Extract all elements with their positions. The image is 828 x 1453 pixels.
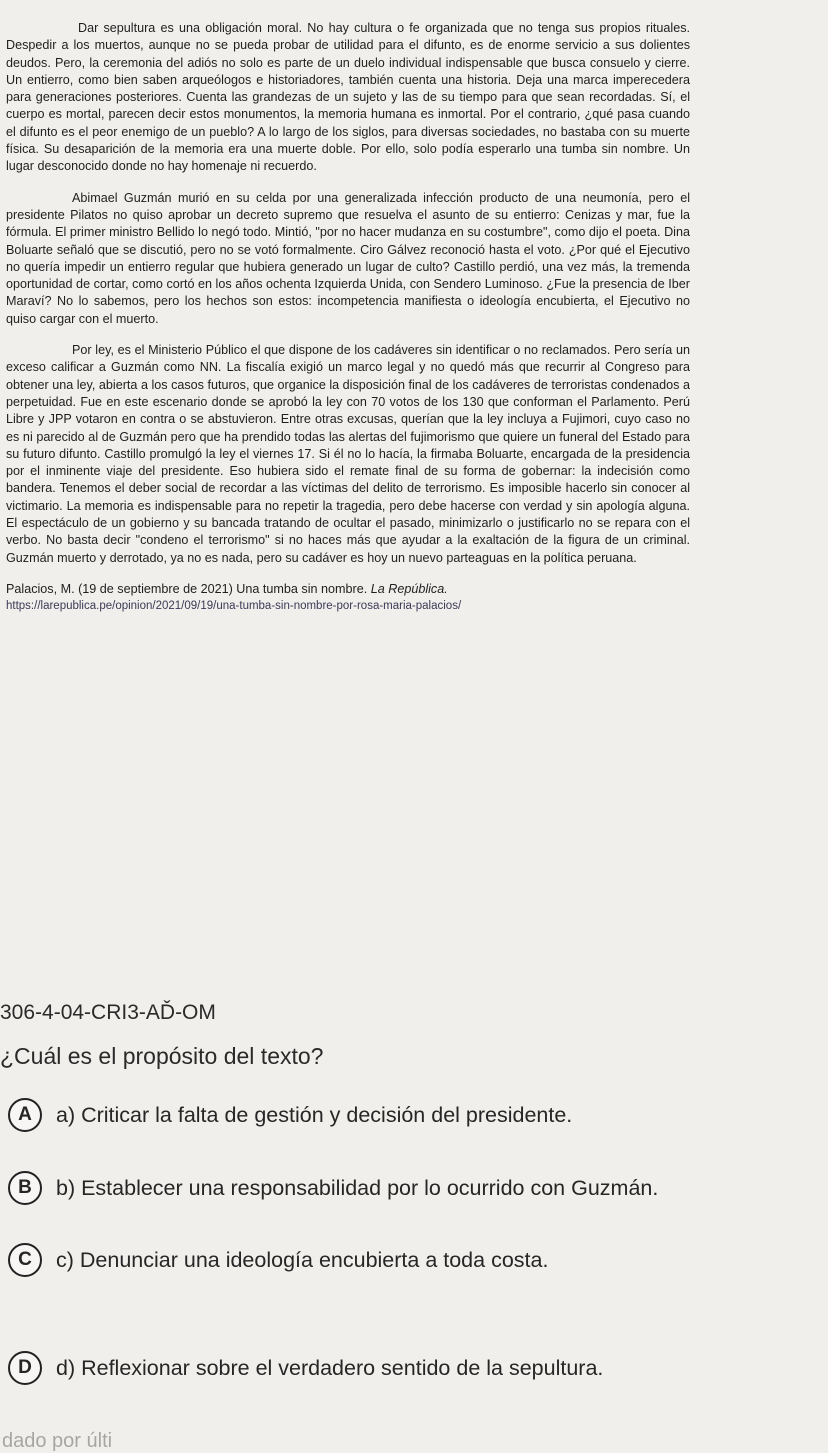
citation-text: Palacios, M. (19 de septiembre de 2021) Una tumba sin nombre. (6, 581, 368, 596)
question-code: 306-4-04-CRI3-AĎ-OM (0, 1001, 216, 1024)
option-c-text: c) Denunciar una ideología encubierta a toda costa. (56, 1247, 549, 1272)
article-paragraph-3: Por ley, es el Ministerio Público el que dispone de los cadáveres sin identificar o no reclamados. Pero sería un exceso calificar a Guzmán como NN. La fiscalía exigió un marco legal y no quedó más que recurrir al Congreso para obtener una ley, abierta a los casos futuros, que organice la disposición final de los cadáveres de terroristas condenados a perpetuidad. Fue en este escenario donde se aprobó la ley con 70 votos de los 130 que conforman el Parlamento. Perú Libre y JPP votaron en contra o se abstuvieron. Entre otras excusas, querían que la ley incluya a Fujimori, cuyo caso no es ni parecido al de Guzmán pero que ha prendido todas las alertas del fujimorismo que quiere un funeral del Estado para su futuro difunto. Castillo promulgó la ley el viernes 17. Si él no lo hacía, la firmaba Boluarte, encargada de la presidencia por el inminente viaje del presidente. Eso hubiera sido el remate final de su forma de gobernar: la indecisión como bandera. Tenemos el deber social de recordar a las víctimas del delito de terrorismo. Es imposible hacerlo sin conocer al victimario. La memoria es indispensable para no repetir la tragedia, pero debe hacerse con verdad y sin apología alguna. El espectáculo de un gobierno y su bancada tratando de ocultar el pasado, minimizarlo o justificarlo no se repara con el verbo. No basta decir "condeno el terrorismo" si no haces más que ayudar a la exaltación de la figura de un criminal. Guzmán muerto y derrotado, ya no es nada, pero su cadáver es hoy un nuevo parteaguas en la política peruana. (6, 343, 690, 565)
cutoff-text: dado por últi (2, 1430, 113, 1452)
article-text (6, 20, 690, 614)
citation-source: La República. (370, 581, 448, 596)
option-d-letter: D (8, 1351, 42, 1385)
option-b-letter: B (8, 1171, 42, 1205)
question-text: ¿Cuál es el propósito del texto? (0, 1043, 324, 1069)
article-paragraph-2: Abimael Guzmán murió en su celda por una generalizada infección producto de una neumonía, pero el presidente Pilatos no quiso aprobar un decreto supremo que resuelva el asunto de su entierro: Cenizas y mar, fue la fórmula. El primer ministro Bellido lo negó todo. Mintió, "por no hacer mudanza en su costumbre", como dijo el poeta. Dina Boluarte señaló que se discutió, pero no se votó formalmente. Ciro Gálvez reconoció hasta el voto. ¿Por qué el Ejecutivo no quería impedir un entierro regular que hubiera generado un lugar de culto? Castillo perdió, una vez más, la tremenda oportunidad de cortar, como cortó en los años ochenta Izquierda Unida, con Sendero Luminoso. ¿Fue la presencia de Iber Maraví? No lo sabemos, pero los hechos son estos: incompetencia manifiesta o ideología encubierta, el Ejecutivo no quiso cargar con el muerto. (6, 190, 690, 326)
citation (6, 581, 690, 598)
option-c[interactable] (8, 1240, 823, 1280)
option-b[interactable] (8, 1168, 823, 1208)
option-a-text: a) Criticar la falta de gestión y decisión del presidente. (56, 1102, 573, 1127)
option-a-letter: A (8, 1098, 42, 1132)
option-c-letter: C (8, 1243, 42, 1277)
article-paragraph-1: Dar sepultura es una obligación moral. No hay cultura o fe organizada que no tenga sus propios rituales. Despedir a los muertos, aunque no se pueda probar de utilidad para el difunto, es de enorme servicio a sus dolientes deudos. Pero, la ceremonia del adiós no solo es parte de un duelo individual indispensable que busca consuelo y cierre. Un entierro, como bien saben arqueólogos e historiadores, también cuenta una historia. Deja una marca imperecedera para generaciones posteriores. Cuenta las grandezas de un sujeto y las de su tiempo para que sean recordadas. Sí, el cuerpo es mortal, parecen decir estos monumentos, la memoria humana es inmortal. Por el contrario, ¿qué pasa cuando el difunto es el peor enemigo de un pueblo? A lo largo de los siglos, para diversas sociedades, no bastaba con su muerte física. Su desaparición de la memoria era una muerte doble. Por ello, solo podía esperarlo una tumba sin nombre. Un lugar desconocido donde no hay homenaje ni recuerdo. (6, 21, 690, 174)
option-d[interactable] (8, 1348, 823, 1388)
option-d-text: d) Reflexionar sobre el verdadero sentido de la sepultura. (56, 1355, 604, 1380)
option-b-text: b) Establecer una responsabilidad por lo ocurrido con Guzmán. (56, 1175, 659, 1200)
option-a[interactable] (8, 1095, 823, 1135)
citation-url: https://larepublica.pe/opinion/2021/09/19/una-tumba-sin-nombre-por-rosa-maria-palacios/ (6, 600, 462, 613)
